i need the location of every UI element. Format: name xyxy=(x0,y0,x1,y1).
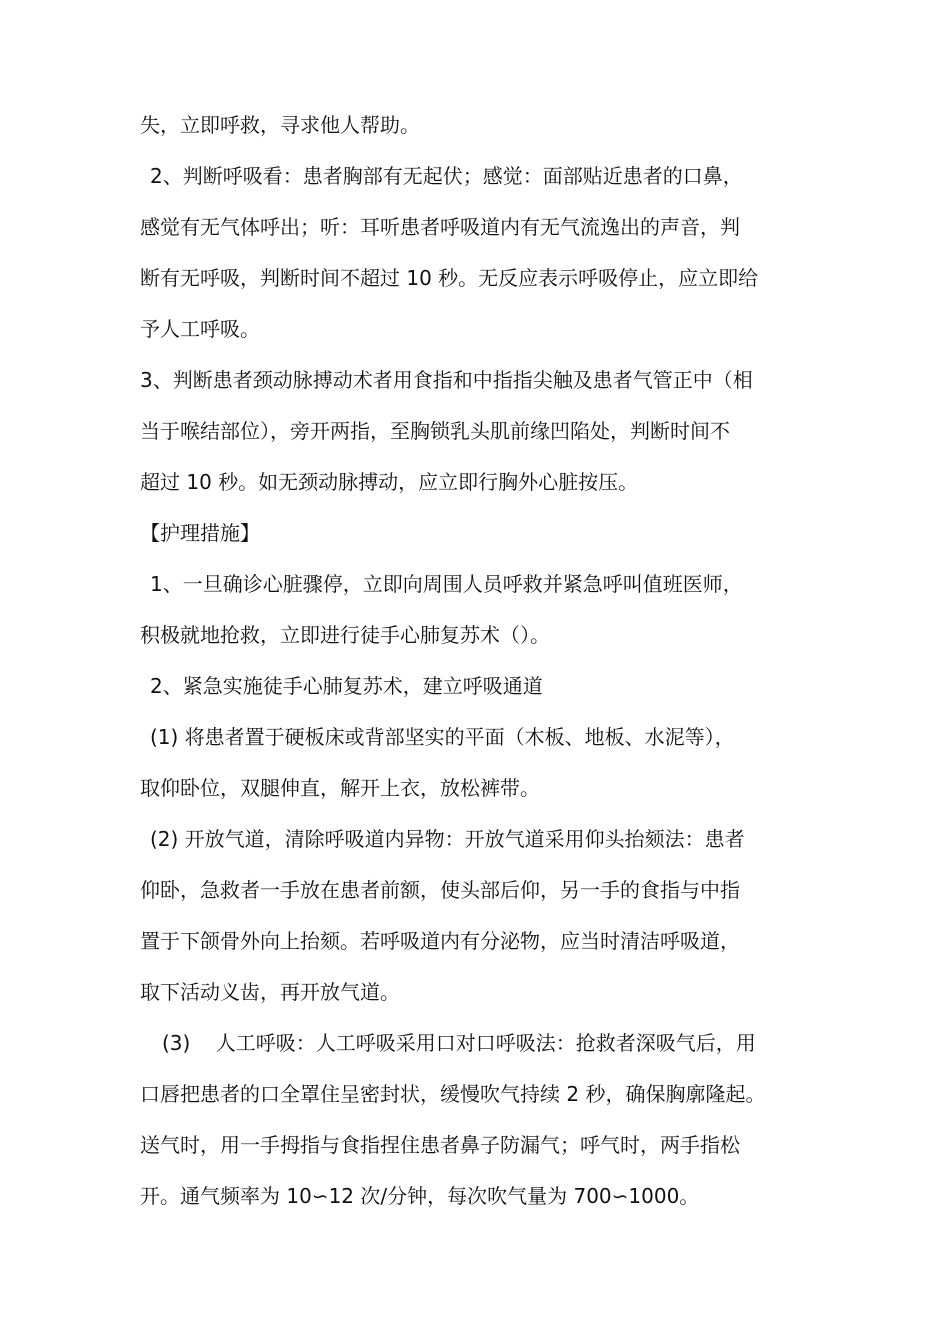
text-line: 失，立即呼救，寻求他人帮助。 xyxy=(140,113,420,137)
text-line: (1) 将患者置于硬板床或背部坚实的平面（木板、地板、水泥等）， xyxy=(150,725,735,749)
text-line: 积极就地抢救，立即进行徒手心肺复苏术（）。 xyxy=(140,623,550,647)
text-line: 2、判断呼吸看：患者胸部有无起伏；感觉：面部贴近患者的口鼻， xyxy=(150,164,743,188)
text-line: 仰卧，急救者一手放在患者前额，使头部后仰，另一手的食指与中指 xyxy=(140,878,740,902)
text-line: 取仰卧位，双腿伸直，解开上衣，放松裤带。 xyxy=(140,776,540,800)
text-line: (2) 开放气道，清除呼吸道内异物：开放气道采用仰头抬颏法：患者 xyxy=(150,827,745,851)
text-line: (3) 人工呼吸：人工呼吸采用口对口呼吸法：抢救者深吸气后，用 xyxy=(162,1031,756,1055)
text-line: 1、一旦确诊心脏骤停，立即向周围人员呼救并紧急呼叫值班医师， xyxy=(150,572,743,596)
text-line: 送气时，用一手拇指与食指捏住患者鼻子防漏气；呼气时，两手指松 xyxy=(140,1133,740,1157)
text-line: 感觉有无气体呼出；听：耳听患者呼吸道内有无气流逸出的声音，判 xyxy=(140,215,740,239)
text-line: 3、判断患者颈动脉搏动术者用食指和中指指尖触及患者气管正中（相 xyxy=(140,368,753,392)
text-line: 开。通气频率为 10∽12 次/分钟，每次吹气量为 700∽1000。 xyxy=(140,1184,700,1208)
text-line: 取下活动义齿，再开放气道。 xyxy=(140,980,400,1004)
text-line: 超过 10 秒。如无颈动脉搏动，应立即行胸外心脏按压。 xyxy=(140,470,639,494)
text-line: 置于下颌骨外向上抬颏。若呼吸道内有分泌物，应当时清洁呼吸道， xyxy=(140,929,740,953)
text-line: 予人工呼吸。 xyxy=(140,317,260,341)
section-heading: 【护理措施】 xyxy=(140,521,260,545)
document-body xyxy=(140,100,820,1222)
text-line: 断有无呼吸，判断时间不超过 10 秒。无反应表示呼吸停止，应立即给 xyxy=(140,266,759,290)
text-line: 2、紧急实施徒手心肺复苏术，建立呼吸通道 xyxy=(150,674,543,698)
text-line: 口唇把患者的口全罩住呈密封状，缓慢吹气持续 2 秒，确保胸廓隆起。 xyxy=(140,1082,766,1106)
text-line: 当于喉结部位），旁开两指，至胸锁乳头肌前缘凹陷处，判断时间不 xyxy=(140,419,730,443)
